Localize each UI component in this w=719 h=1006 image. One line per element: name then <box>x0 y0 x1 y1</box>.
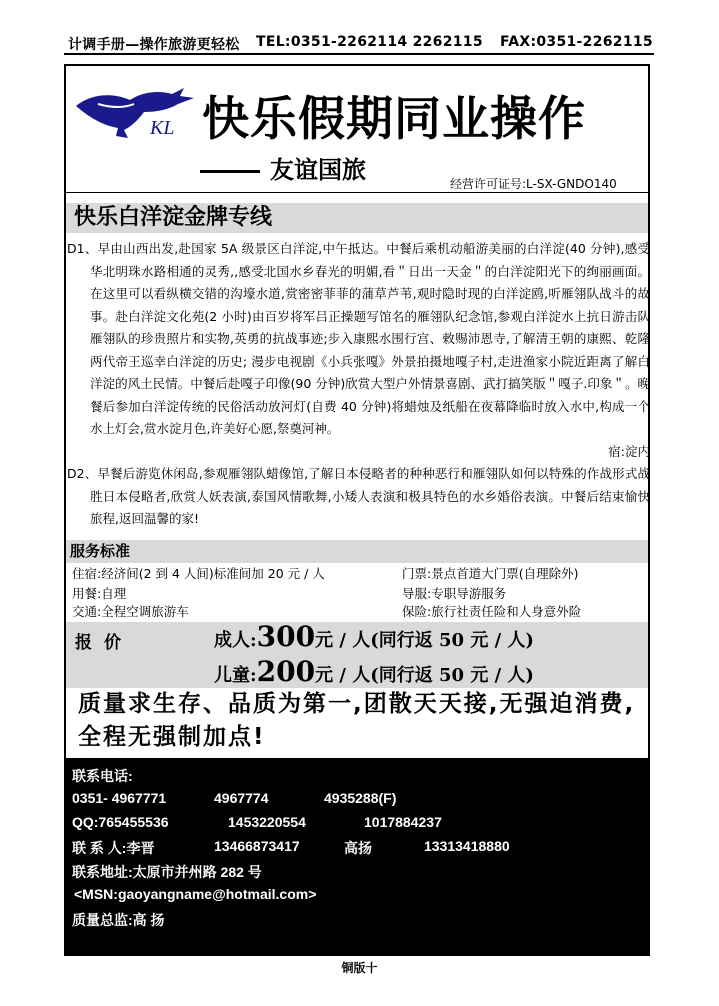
adult-price-rest: 元 / 人(同行返 50 元 / 人) <box>315 630 534 651</box>
header-divider <box>66 192 648 193</box>
service-item: 门票:景点首道大门票(自理除外) <box>402 566 579 581</box>
header-line <box>68 34 652 54</box>
service-item: 住宿:经济间(2 到 4 人间)标准间加 20 元 / 人 <box>72 566 325 581</box>
contact-qq-2: 1453220554 <box>228 814 306 830</box>
contact-phone-1: 0351- 4967771 <box>72 790 167 806</box>
logo-text: KL <box>150 117 175 139</box>
itinerary-day-1: D1、早由山西出发,赴国家 5A 级景区白洋淀,中午抵达。中餐后乘机动船游美丽的白洋淀(40 分钟),感受华北明珠水路相通的灵秀,,感受北国水乡春光的明媚,看＂日出一天金＂的白洋淀阳光下的绚丽画面。在这里可以看纵横交错的沟壕水道,赏密密菲菲的蒲草芦苇,观时隐时现的白洋淀鸥,听雁翎队战斗的故事。赴白洋淀文化苑(2 小时)由百岁将军吕正操题写馆名的雁翎队纪念馆,参观白洋淀水上抗日游击队雁翎队的珍贵照片和实物,英勇的抗战事迹;步入康熙水围行宫、敕赐沛恩寺,了解清王朝的康熙、乾隆两代帝王巡幸白洋淀的历史; 漫步电视剧《小兵张嘎》外景拍摄地嘎子村,走进渔家小院近距离了解白洋淀的风土民情。中餐后赴嘎子印像(90 分钟)欣赏大型户外情景喜剧、武打搞笑版＂嘎子.印象＂。晚餐后参加白洋淀传统的民俗活动放河灯(自费 40 分钟)将蜡烛及纸船在夜幕降临时放入水中,构成一个水上灯会,赏水淀月色,许美好心愿,祭奠河神。 <box>67 241 650 436</box>
adult-price-label: 成人: <box>214 630 257 651</box>
brand-subtitle-text: 友谊国旅 <box>270 156 366 184</box>
brand-title: 快乐假期同业操作 <box>202 92 586 147</box>
contact-phone-2: 4967774 <box>214 790 269 806</box>
contact-person-2: 高扬 <box>344 840 372 856</box>
itinerary <box>67 238 650 531</box>
wolf-logo-icon <box>72 86 198 142</box>
itinerary-day-2: D2、早餐后游览休闲岛,参观雁翎队蜡像馆,了解日本侵略者的种种恶行和雁翎队如何以特殊的作战形式战胜日本侵略者,欣赏人妖表演,泰国风情歌舞,小矮人表演和极具特色的水乡婚俗表演。中餐后结束愉快旅程,返回温馨的家! <box>67 466 650 526</box>
header-slogan: 计调手册—操作旅游更轻松 <box>68 37 240 53</box>
license-number: 经营许可证号:L-SX-GNDO140 <box>450 177 617 191</box>
contact-supervisor: 质量总监:高 扬 <box>72 912 165 928</box>
quality-motto: 质量求生存、品质为第一,团散天天接,无强迫消费,全程无强制加点! <box>78 691 636 750</box>
contact-phone-label: 联系电话: <box>72 768 133 784</box>
child-price-rest: 元 / 人(同行返 50 元 / 人) <box>315 665 534 686</box>
service-item: 交通:全程空调旅游车 <box>72 604 189 619</box>
subtitle-dash <box>200 170 260 173</box>
contact-block <box>66 758 650 954</box>
adult-price <box>214 620 534 653</box>
contact-address: 联系地址:太原市并州路 282 号 <box>72 864 262 880</box>
lodging-note: 宿:淀内 <box>608 443 650 459</box>
services-title: 服务标准 <box>66 540 648 563</box>
adult-price-value: 300 <box>256 620 316 653</box>
child-price-label: 儿童: <box>214 665 257 686</box>
contact-person-1-phone: 13466873417 <box>214 838 300 854</box>
header-rule <box>64 53 654 55</box>
child-price-value: 200 <box>256 655 316 688</box>
service-item: 保险:旅行社责任险和人身意外险 <box>402 604 582 619</box>
contact-person-1: 联 系 人:李晋 <box>72 840 155 856</box>
contact-phone-3: 4935288(F) <box>324 790 397 806</box>
contact-person-2-phone: 13313418880 <box>424 838 510 854</box>
service-item: 用餐:自理 <box>72 586 127 601</box>
price-label: 报价 <box>75 633 133 653</box>
route-title: 快乐白洋淀金牌专线 <box>66 203 648 233</box>
contact-qq-3: 1017884237 <box>364 814 442 830</box>
contact-qq-1: QQ:765455536 <box>72 814 169 830</box>
header-fax: FAX:0351-2262115 <box>500 34 653 50</box>
header-tel: TEL:0351-2262114 2262115 <box>256 34 483 50</box>
child-price <box>214 655 534 688</box>
brand-subtitle <box>200 150 366 185</box>
page-footer: 铜版十 <box>341 961 378 975</box>
contact-msn: <MSN:gaoyangname@hotmail.com> <box>74 886 317 902</box>
service-item: 导服:专职导游服务 <box>402 586 507 601</box>
